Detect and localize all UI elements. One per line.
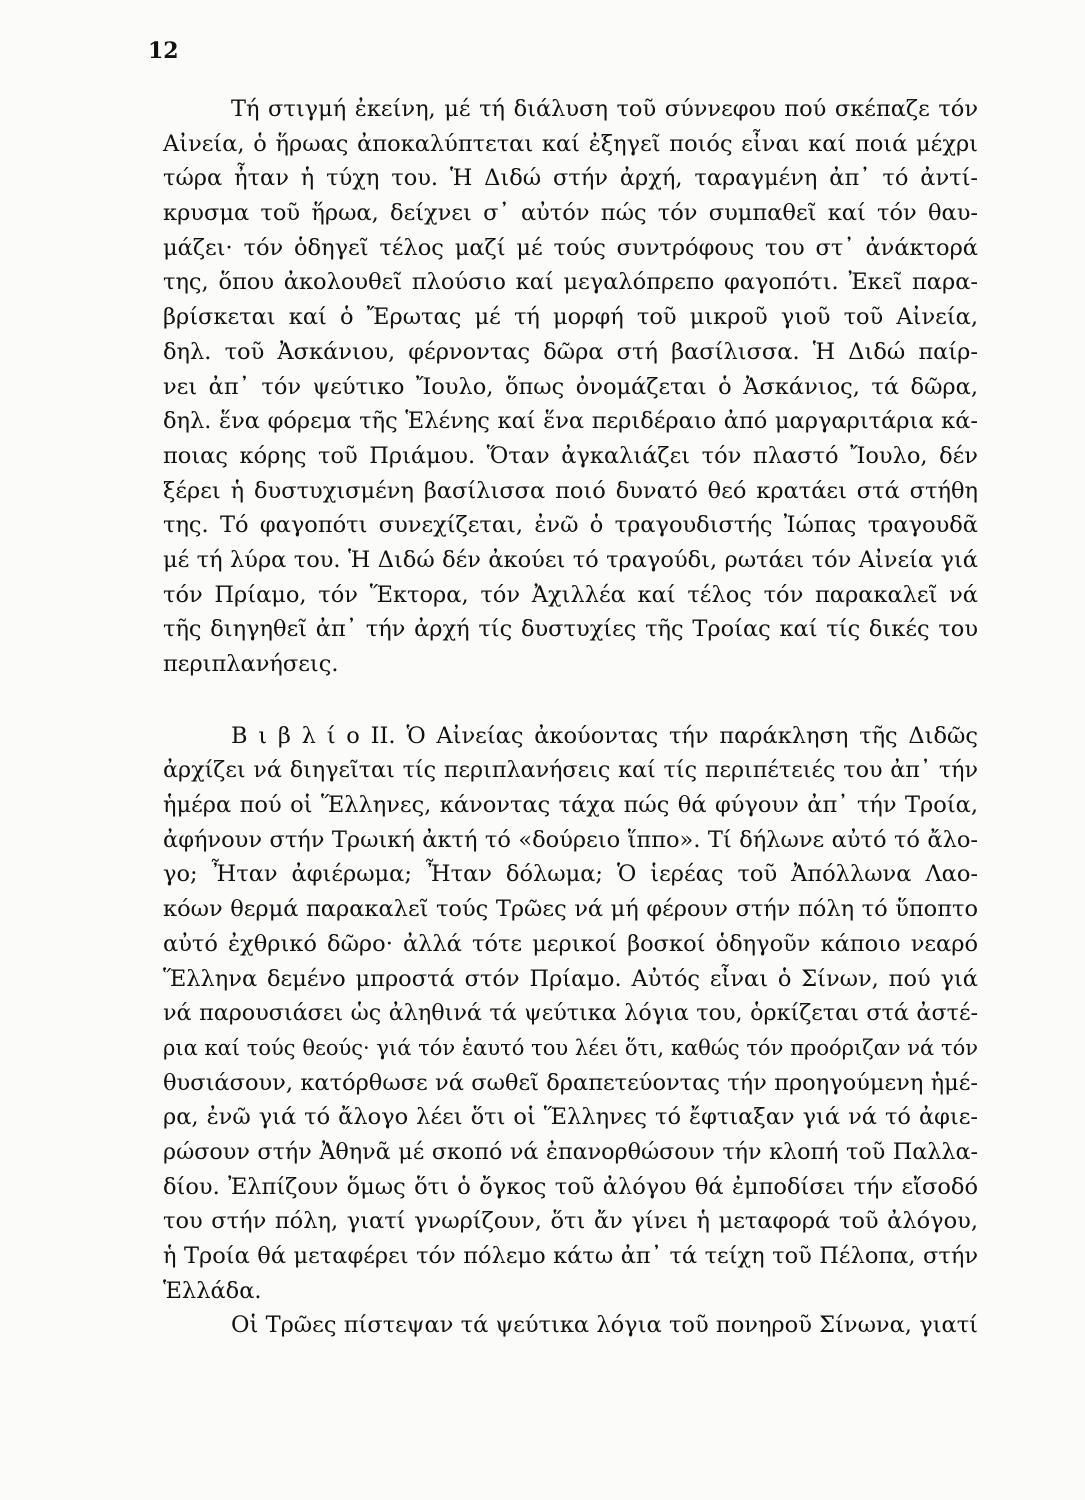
text-line: ἀρχίζει νά διηγεῖται τίς περιπλανήσεις καί τίς περιπέτειές του ἀπ᾽ τήν bbox=[163, 757, 978, 784]
body-text bbox=[163, 92, 978, 1343]
text-line: περιπλανήσεις. bbox=[163, 651, 339, 677]
text-line: ἡμέρα πού οἱ Ἕλληνες, κάνοντας τάχα πώς θά φύγουν ἀπ᾽ τήν Τροία, bbox=[163, 792, 978, 819]
text-line: Αἰνεία, ὁ ἥρωας ἀποκαλύπτεται καί ἐξηγεῖ ποιός εἶναι καί ποιά μέχρι bbox=[163, 130, 978, 157]
text-line: βρίσκεται καί ὁ Ἔρωτας μέ τή μορφή τοῦ μικροῦ γιοῦ τοῦ Αἰνεία, bbox=[163, 304, 978, 331]
text-line: μάζει· τόν ὁδηγεῖ τέλος μαζί μέ τούς συντρόφους του στ᾽ ἀνάκτορά bbox=[163, 234, 978, 261]
text-line: κόων θερμά παρακαλεῖ τούς Τρῶες νά μή φέρουν στήν πόλη τό ὕποπτο bbox=[163, 896, 978, 923]
text-line: ποιας κόρης τοῦ Πριάμου. Ὅταν ἀγκαλιάζει τόν πλαστό Ἴουλο, δέν bbox=[163, 442, 978, 469]
text-line: τῆς διηγηθεῖ ἀπ᾽ τήν ἀρχή τίς δυστυχίες τῆς Τροίας καί τίς δικές του bbox=[163, 616, 978, 643]
text-line: νά παρουσιάσει ὡς ἀληθινά τά ψεύτικα λόγια του, ὁρκίζεται στά ἀστέ- bbox=[163, 1000, 978, 1027]
text-line: τόν Πρίαμο, τόν Ἕκτορα, τόν Ἀχιλλέα καί τέλος τόν παρακαλεῖ νά bbox=[163, 581, 978, 608]
text-line: θυσιάσουν, κατόρθωσε νά σωθεῖ δραπετεύοντας τήν προηγούμενη ἡμέ- bbox=[163, 1069, 978, 1096]
text-line: ρια καί τούς θεούς· γιά τόν ἑαυτό του λέει ὅτι, καθώς τόν προόριζαν νά τόν bbox=[163, 1035, 978, 1060]
text-line: της. Τό φαγοπότι συνεχίζεται, ἐνῶ ὁ τραγουδιστής Ἰώπας τραγουδᾶ bbox=[163, 512, 978, 539]
text-line: Τή στιγμή ἐκείνη, μέ τή διάλυση τοῦ σύννεφου πού σκέπαζε τόν bbox=[231, 96, 978, 122]
text-line: ρα, ἐνῶ γιά τό ἄλογο λέει ὅτι οἱ Ἕλληνες τό ἔφτιαξαν γιά νά τό ἀφιε- bbox=[163, 1104, 978, 1131]
text-line: ξέρει ἡ δυστυχισμένη βασίλισσα ποιό δυνατό θεό κρατάει στά στήθη bbox=[163, 477, 978, 504]
text-line: αὐτό ἐχθρικό δῶρο· ἀλλά τότε μερικοί βοσκοί ὁδηγοῦν κάποιο νεαρό bbox=[163, 930, 978, 957]
paragraph-2 bbox=[163, 719, 978, 1309]
text-line: ἡ Τροία θά μεταφέρει τόν πόλεμο κάτω ἀπ᾽ τά τείχη τοῦ Πέλοπα, στήν bbox=[163, 1243, 978, 1269]
text-line: του στήν πόλη, γιατί γνωρίζουν, ὅτι ἄν γίνει ἡ μεταφορά τοῦ ἀλόγου, bbox=[163, 1208, 978, 1235]
text-line: Ἕλληνα δεμένο μπροστά στόν Πρίαμο. Αὐτός εἶναι ὁ Σίνων, πού γιά bbox=[163, 965, 978, 992]
text-line: δίου. Ἐλπίζουν ὅμως ὅτι ὁ ὄγκος τοῦ ἀλόγου θά ἐμποδίσει τήν εἴσοδό bbox=[163, 1173, 978, 1200]
text-line: Ἑλλάδα. bbox=[163, 1277, 262, 1304]
page-number: 12 bbox=[148, 38, 179, 64]
text-line: ἀφήνουν στήν Τρωική ἀκτή τό «δούρειο ἵππο». Τί δήλωνε αὐτό τό ἄλο- bbox=[163, 826, 978, 853]
text-line: ρώσουν στήν Ἀθηνᾶ μέ σκοπό νά ἐπανορθώσουν τήν κλοπή τοῦ Παλλα- bbox=[163, 1138, 978, 1165]
paragraph-1 bbox=[163, 92, 978, 682]
text-line: μέ τή λύρα του. Ἡ Διδώ δέν ἀκούει τό τραγούδι, ρωτάει τόν Αἰνεία γιά bbox=[163, 546, 978, 573]
text-line: Β ι β λ ί ο ΙΙ. Ὁ Αἰνείας ἀκούοντας τήν παράκληση τῆς Διδῶς bbox=[231, 722, 978, 749]
text-line: τώρα ἦταν ἡ τύχη του. Ἡ Διδώ στήν ἀρχή, ταραγμένη ἀπ᾽ τό ἀντί- bbox=[163, 165, 978, 192]
text-line: της, ὅπου ἀκολουθεῖ πλούσιο καί μεγαλόπρεπο φαγοπότι. Ἐκεῖ παρα- bbox=[163, 269, 978, 296]
paragraph-gap bbox=[163, 682, 978, 719]
text-line: δηλ. ἕνα φόρεμα τῆς Ἑλένης καί ἕνα περιδέραιο ἀπό μαργαριτάρια κά- bbox=[163, 408, 978, 435]
text-line: Οἱ Τρῶες πίστεψαν τά ψεύτικα λόγια τοῦ πονηροῦ Σίνωνα, γιατί bbox=[231, 1312, 978, 1339]
text-line: γο; Ἦταν ἀφιέρωμα; Ἦταν δόλωμα; Ὁ ἱερέας τοῦ Ἀπόλλωνα Λαο- bbox=[163, 861, 978, 888]
text-line: δηλ. τοῦ Ἀσκάνιου, φέρνοντας δῶρα στή βασίλισσα. Ἡ Διδώ παίρ- bbox=[163, 338, 978, 365]
text-line: νει ἀπ᾽ τόν ψεύτικο Ἴουλο, ὅπως ὀνομάζεται ὁ Ἀσκάνιος, τά δῶρα, bbox=[163, 373, 978, 400]
text-line: κρυσμα τοῦ ἥρωα, δείχνει σ᾽ αὐτόν πώς τόν συμπαθεῖ καί τόν θαυ- bbox=[163, 200, 978, 227]
paragraph-3 bbox=[163, 1308, 978, 1343]
